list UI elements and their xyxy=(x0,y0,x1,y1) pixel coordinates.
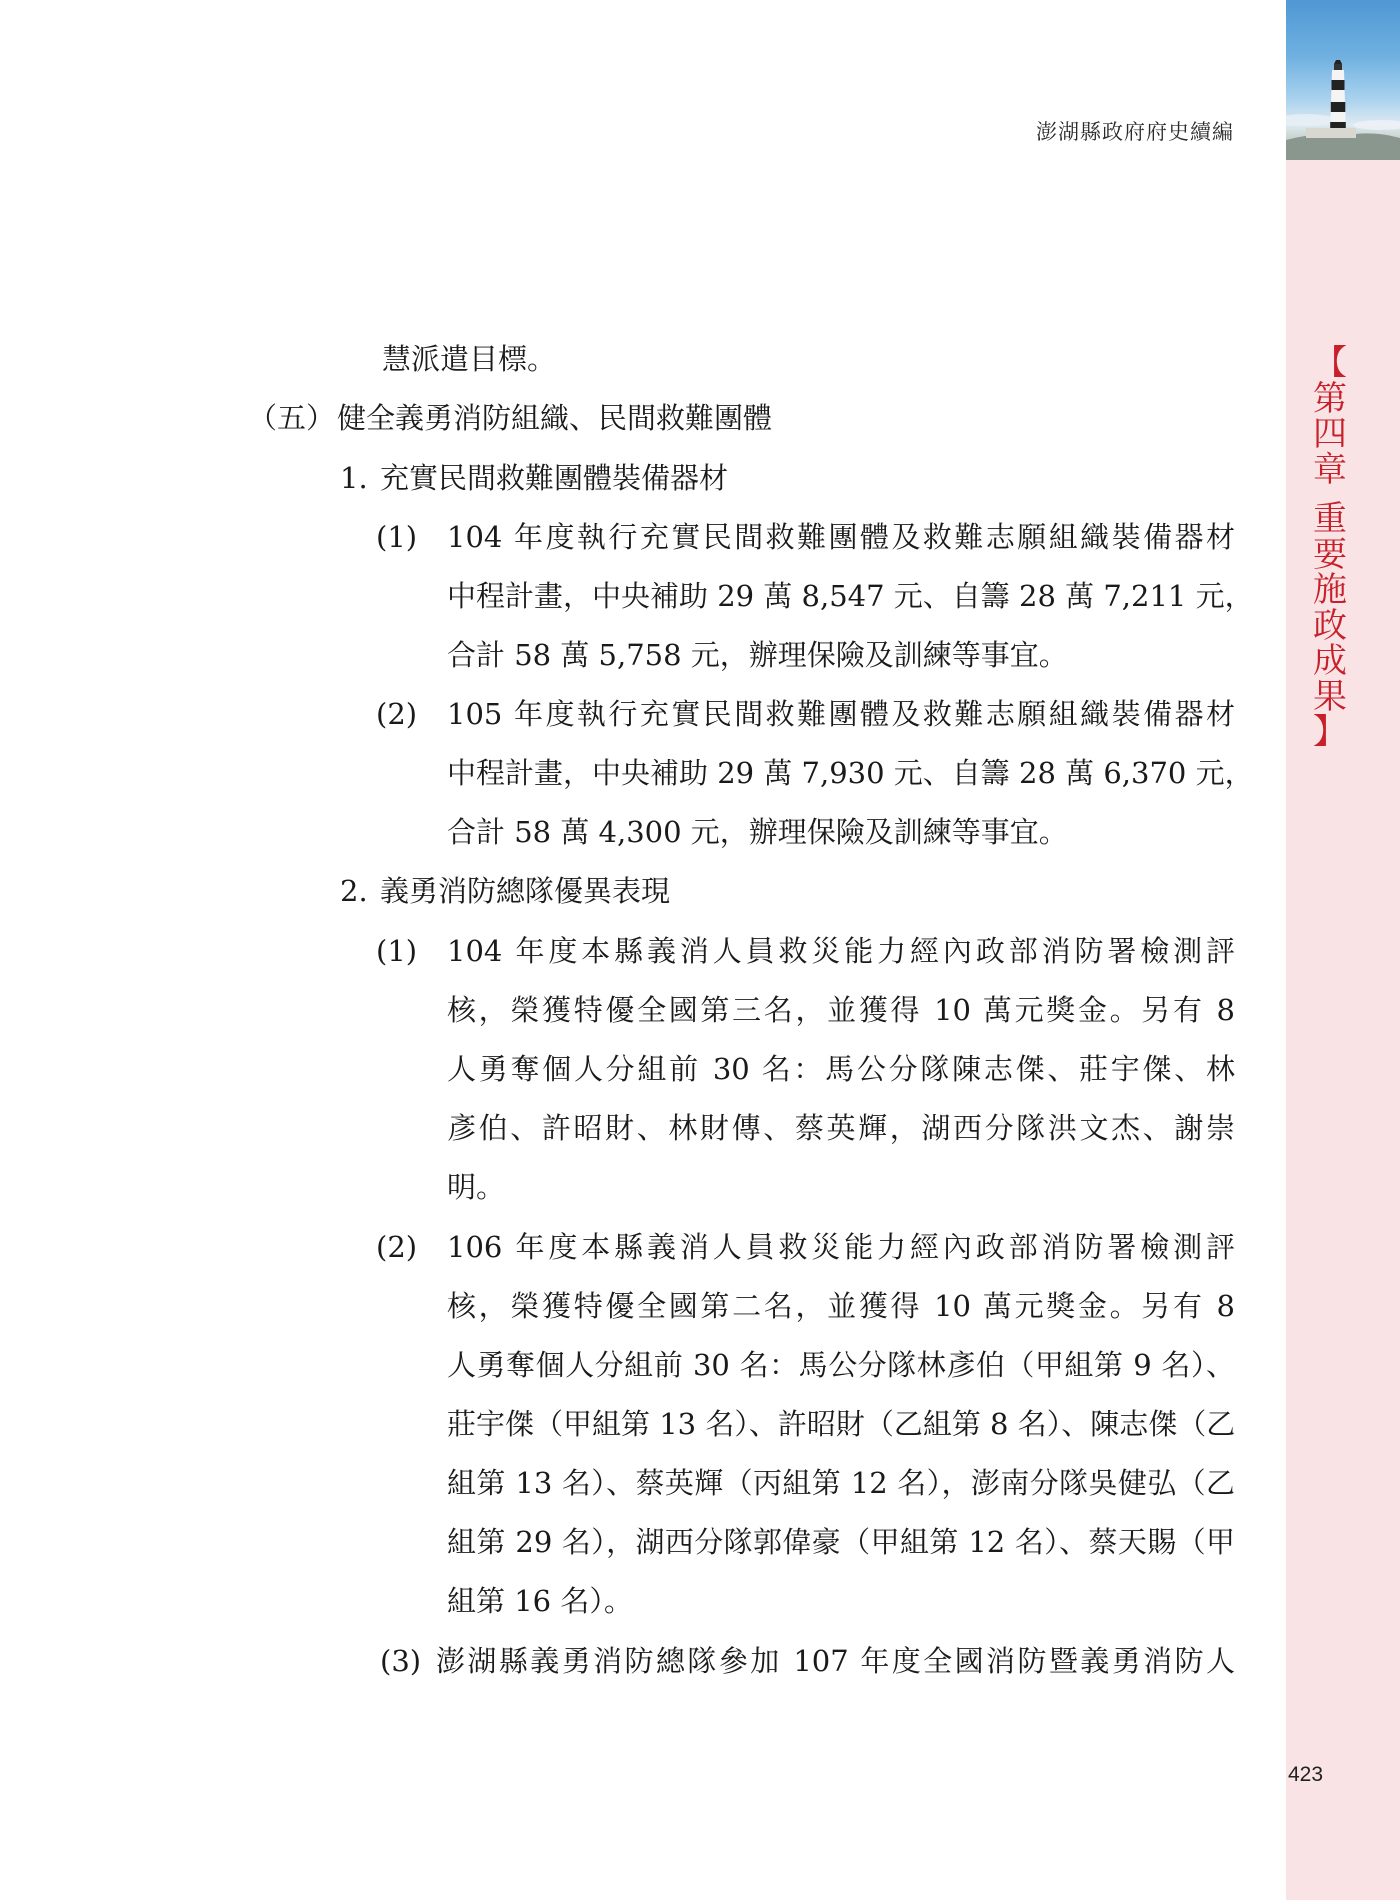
paragraph-line: 合計 58 萬 4,300 元，辦理保險及訓練等事宜。 xyxy=(447,815,1068,849)
chapter-tab-char: 果 xyxy=(1313,676,1347,717)
paragraph-line: 組第 13 名）、蔡英輝（丙組第 12 名），澎南分隊吳健弘（乙 xyxy=(447,1466,1235,1500)
item-title: 義勇消防總隊優異表現 xyxy=(380,874,671,908)
subitem-marker: (2) xyxy=(376,697,418,731)
paragraph-line: 莊宇傑（甲組第 13 名）、許昭財（乙組第 8 名）、陳志傑（乙 xyxy=(447,1407,1236,1441)
paragraph-line: 組第 29 名），湖西分隊郭偉豪（甲組第 12 名）、蔡天賜（甲 xyxy=(447,1525,1235,1559)
paragraph-line: 人勇奪個人分組前 30 名：馬公分隊林彥伯（甲組第 9 名）、 xyxy=(447,1348,1235,1382)
paragraph-line: 人勇奪個人分組前 30 名：馬公分隊陳志傑、莊宇傑、林 xyxy=(447,1052,1235,1086)
continuation-line: 慧派遣目標。 xyxy=(382,342,557,376)
section-marker: （五） xyxy=(248,401,336,435)
subitem-marker: (3) xyxy=(380,1644,422,1678)
paragraph-line: 104 年度本縣義消人員救災能力經內政部消防署檢測評 xyxy=(447,934,1235,968)
side-band xyxy=(1286,0,1400,1900)
paragraph-line: 106 年度本縣義消人員救災能力經內政部消防署檢測評 xyxy=(447,1230,1235,1264)
chapter-tab-open-bracket: 【 xyxy=(1313,343,1347,383)
subitem-marker: (2) xyxy=(376,1230,418,1264)
chapter-tab-char: 四 xyxy=(1313,414,1347,454)
lighthouse-photo xyxy=(1286,0,1400,160)
section-title: 健全義勇消防組織、民間救難團體 xyxy=(337,401,773,435)
paragraph-line: 104 年度執行充實民間救難團體及救難志願組織裝備器材 xyxy=(447,520,1235,554)
chapter-tab-char: 第 xyxy=(1313,378,1347,419)
paragraph-line: 中程計畫，中央補助 29 萬 7,930 元、自籌 28 萬 6,370 元， xyxy=(447,756,1254,790)
page-number: 423 xyxy=(1288,1763,1324,1786)
chapter-tab-char: 成 xyxy=(1313,641,1347,681)
paragraph-line: 澎湖縣義勇消防總隊參加 107 年度全國消防暨義勇消防人 xyxy=(436,1644,1235,1678)
subitem-marker: (1) xyxy=(376,934,418,968)
running-header: 澎湖縣政府府史續編 xyxy=(1036,120,1234,144)
paragraph-line: 核，榮獲特優全國第二名，並獲得 10 萬元獎金。另有 8 xyxy=(447,1289,1235,1323)
item-marker: 1. xyxy=(340,461,368,495)
paragraph-line: 彥伯、許昭財、林財傳、蔡英輝，湖西分隊洪文杰、謝崇 xyxy=(447,1111,1235,1145)
chapter-tab-char: 章 xyxy=(1313,449,1347,490)
paragraph-line: 合計 58 萬 5,758 元，辦理保險及訓練等事宜。 xyxy=(447,638,1068,672)
chapter-tab-char: 重 xyxy=(1313,499,1347,539)
paragraph-line: 明。 xyxy=(447,1170,506,1204)
chapter-tab xyxy=(1310,343,1350,752)
chapter-tab-char: 要 xyxy=(1313,534,1347,575)
chapter-tab-char: 政 xyxy=(1313,605,1347,646)
chapter-tab-char: 施 xyxy=(1313,570,1347,610)
chapter-tab-close-bracket: 】 xyxy=(1313,712,1347,752)
paragraph-line: 中程計畫，中央補助 29 萬 8,547 元、自籌 28 萬 7,211 元， xyxy=(447,579,1254,613)
item-marker: 2. xyxy=(340,874,368,908)
paragraph-line: 核，榮獲特優全國第三名，並獲得 10 萬元獎金。另有 8 xyxy=(447,993,1235,1027)
paragraph-line: 組第 16 名）。 xyxy=(447,1584,633,1618)
item-title: 充實民間救難團體裝備器材 xyxy=(380,461,729,495)
subitem-marker: (1) xyxy=(376,520,418,554)
paragraph-line: 105 年度執行充實民間救難團體及救難志願組織裝備器材 xyxy=(447,697,1235,731)
